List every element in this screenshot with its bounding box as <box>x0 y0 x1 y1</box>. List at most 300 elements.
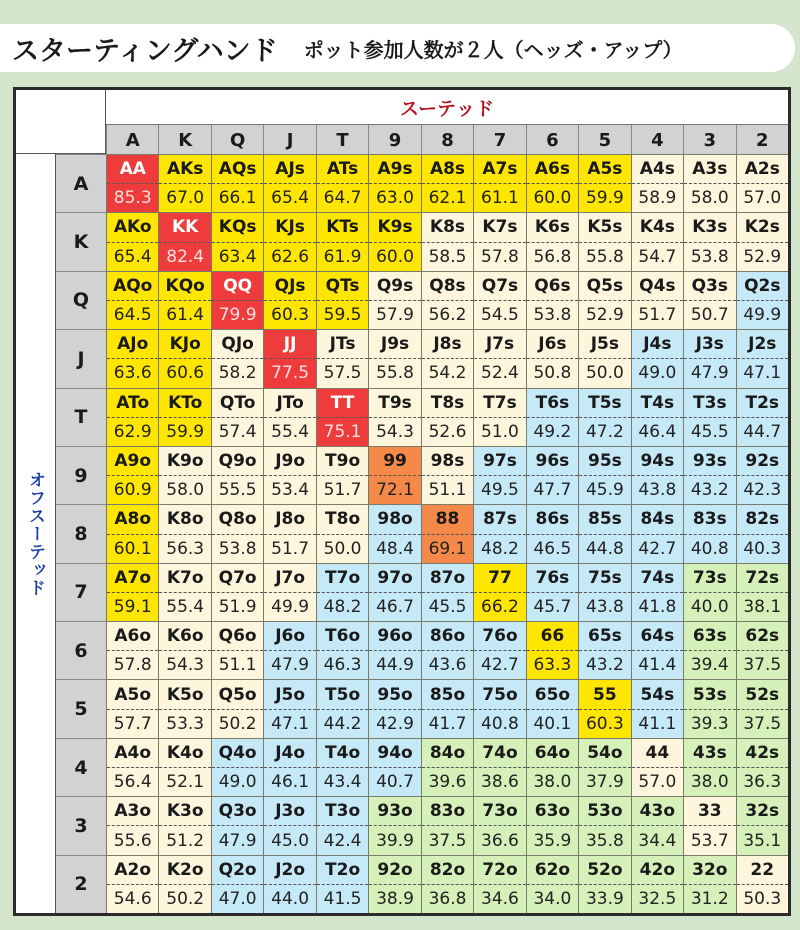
hand-cell <box>263 388 315 446</box>
equity-value: 39.6 <box>428 772 467 793</box>
hand-label: 73s <box>684 564 735 593</box>
row-header: 6 <box>56 621 106 679</box>
equity-value: 51.1 <box>428 480 467 501</box>
hand-label: A3o <box>107 797 158 826</box>
hand-label: Q6o <box>212 622 263 651</box>
hand-label: 86o <box>422 622 473 651</box>
row-header: J <box>56 329 106 387</box>
equity-value: 53.8 <box>218 538 257 559</box>
hand-cell <box>473 329 525 387</box>
equity-value: 63.4 <box>218 246 257 267</box>
hand-cell <box>578 679 630 737</box>
hand-cell <box>368 212 420 270</box>
hand-cell <box>158 388 210 446</box>
hand-cell <box>211 504 263 562</box>
equity-value: 36.6 <box>481 830 519 851</box>
equity-value: 40.0 <box>690 596 729 617</box>
hand-label: K6o <box>159 622 210 651</box>
hand-cell <box>368 796 420 854</box>
hand-cell <box>683 271 735 329</box>
hand-label: KTo <box>159 389 210 418</box>
equity-value: 65.4 <box>271 188 310 209</box>
hand-label: TT <box>317 389 368 418</box>
hand-cell <box>211 563 263 621</box>
hand-cell <box>263 679 315 737</box>
equity-value: 41.5 <box>323 888 362 909</box>
equity-value: 43.2 <box>690 480 729 501</box>
hand-label: K4o <box>159 739 210 768</box>
hand-label: A8o <box>107 505 158 534</box>
hand-cell <box>421 212 473 270</box>
equity-value: 41.4 <box>638 655 677 676</box>
equity-value: 49.2 <box>533 421 572 442</box>
row-header: 5 <box>56 679 106 737</box>
hand-cell <box>526 679 578 737</box>
hand-label: JJ <box>264 330 315 359</box>
row-header: 4 <box>56 738 106 796</box>
equity-value: 85.3 <box>113 188 152 209</box>
hand-cell <box>368 271 420 329</box>
equity-value: 38.9 <box>376 888 414 909</box>
hand-cell <box>736 504 788 562</box>
hand-cell <box>211 154 263 212</box>
hand-label: K3o <box>159 797 210 826</box>
hand-label: J4s <box>632 330 683 359</box>
equity-value: 40.8 <box>690 538 729 559</box>
equity-value: 31.2 <box>690 888 729 909</box>
hand-label: K8o <box>159 505 210 534</box>
equity-value: 57.8 <box>481 246 519 267</box>
hand-cell <box>683 388 735 446</box>
row-header: A <box>56 154 106 212</box>
equity-value: 79.9 <box>218 305 257 326</box>
equity-value: 47.9 <box>690 363 729 384</box>
hand-cell <box>106 504 158 562</box>
equity-value: 82.4 <box>166 246 205 267</box>
hand-label: ATo <box>107 389 158 418</box>
hand-label: A7s <box>474 155 525 184</box>
hand-cell <box>631 154 683 212</box>
equity-value: 35.1 <box>743 830 782 851</box>
column-header: J <box>263 125 315 155</box>
equity-value: 62.6 <box>271 246 310 267</box>
hand-label: 95s <box>579 447 630 476</box>
hand-label: T5o <box>317 680 368 709</box>
equity-value: 63.3 <box>533 655 572 676</box>
equity-value: 40.3 <box>743 538 782 559</box>
hand-cell <box>211 212 263 270</box>
hand-cell <box>421 154 473 212</box>
hand-label: 84o <box>422 739 473 768</box>
equity-value: 44.9 <box>376 655 414 676</box>
column-header: K <box>158 125 210 155</box>
hand-label: 54o <box>579 739 630 768</box>
equity-value: 54.7 <box>638 246 677 267</box>
hand-cell <box>368 563 420 621</box>
hand-label: A9s <box>369 155 420 184</box>
hand-cell <box>631 855 683 913</box>
equity-value: 61.9 <box>323 246 362 267</box>
equity-value: 45.5 <box>428 596 467 617</box>
equity-value: 66.1 <box>218 188 257 209</box>
hand-cell <box>263 796 315 854</box>
hand-label: 72s <box>737 564 788 593</box>
hand-label: J5o <box>264 680 315 709</box>
hand-label: 64s <box>632 622 683 651</box>
equity-value: 38.0 <box>690 772 729 793</box>
equity-value: 46.7 <box>376 596 414 617</box>
equity-value: 35.8 <box>585 830 624 851</box>
equity-value: 38.0 <box>533 772 572 793</box>
equity-value: 32.5 <box>638 888 677 909</box>
equity-value: 44.0 <box>271 888 310 909</box>
hand-label: Q6s <box>527 272 578 301</box>
hand-label: T2o <box>317 856 368 885</box>
equity-value: 36.3 <box>743 772 782 793</box>
hand-cell <box>526 563 578 621</box>
hand-cell <box>736 388 788 446</box>
hand-cell <box>316 271 368 329</box>
equity-value: 42.3 <box>743 480 782 501</box>
hand-cell <box>631 329 683 387</box>
hand-cell <box>158 504 210 562</box>
equity-value: 69.1 <box>428 538 467 559</box>
equity-value: 46.1 <box>271 772 310 793</box>
equity-value: 42.7 <box>638 538 677 559</box>
hand-cell <box>631 796 683 854</box>
hand-grid <box>106 154 788 913</box>
equity-value: 53.8 <box>690 246 729 267</box>
hand-cell <box>368 855 420 913</box>
hand-cell <box>211 679 263 737</box>
hand-label: A4o <box>107 739 158 768</box>
corner-blank <box>16 90 106 154</box>
equity-value: 50.2 <box>218 713 257 734</box>
hand-label: 76s <box>527 564 578 593</box>
equity-value: 35.9 <box>533 830 572 851</box>
equity-value: 42.9 <box>376 713 414 734</box>
hand-label: KJs <box>264 213 315 242</box>
equity-value: 51.9 <box>218 596 257 617</box>
hand-cell <box>106 271 158 329</box>
hand-cell <box>736 563 788 621</box>
hand-cell <box>526 329 578 387</box>
hand-cell <box>578 388 630 446</box>
hand-label: T4o <box>317 739 368 768</box>
hand-label: 54s <box>632 680 683 709</box>
equity-value: 44.7 <box>743 421 782 442</box>
hand-label: K4s <box>632 213 683 242</box>
hand-label: 53o <box>579 797 630 826</box>
equity-value: 50.2 <box>166 888 205 909</box>
hand-cell <box>683 212 735 270</box>
hand-label: J2o <box>264 856 315 885</box>
hand-cell <box>316 679 368 737</box>
hand-label: ATs <box>317 155 368 184</box>
hand-label: Q9s <box>369 272 420 301</box>
hand-cell <box>736 271 788 329</box>
hand-cell <box>263 563 315 621</box>
hand-cell <box>578 271 630 329</box>
hand-label: J8o <box>264 505 315 534</box>
hand-cell <box>316 738 368 796</box>
hand-cell <box>526 446 578 504</box>
equity-value: 42.4 <box>323 830 362 851</box>
hand-cell <box>683 738 735 796</box>
hand-label: 43o <box>632 797 683 826</box>
column-header: 6 <box>526 125 578 155</box>
hand-cell <box>211 329 263 387</box>
hand-label: T9o <box>317 447 368 476</box>
column-header: 3 <box>683 125 735 155</box>
row-header: K <box>56 212 106 270</box>
equity-value: 44.8 <box>585 538 624 559</box>
equity-value: 34.0 <box>533 888 572 909</box>
hand-cell <box>316 154 368 212</box>
hand-cell <box>736 154 788 212</box>
hand-label: J3o <box>264 797 315 826</box>
hand-cell <box>158 738 210 796</box>
hand-label: K9o <box>159 447 210 476</box>
equity-value: 38.1 <box>743 596 782 617</box>
equity-value: 60.3 <box>585 713 624 734</box>
hand-cell <box>316 446 368 504</box>
hand-label: 74o <box>474 739 525 768</box>
hand-cell <box>158 621 210 679</box>
hand-cell <box>106 855 158 913</box>
hand-cell <box>316 329 368 387</box>
equity-value: 43.6 <box>428 655 467 676</box>
equity-value: 50.7 <box>690 305 729 326</box>
hand-label: A5s <box>579 155 630 184</box>
row-header: Q <box>56 271 106 329</box>
hand-label: 73o <box>474 797 525 826</box>
equity-value: 49.9 <box>743 305 782 326</box>
hand-cell <box>578 446 630 504</box>
column-header: 9 <box>368 125 420 155</box>
hand-label: Q7o <box>212 564 263 593</box>
equity-value: 40.1 <box>533 713 572 734</box>
hand-cell <box>211 621 263 679</box>
hand-label: 53s <box>684 680 735 709</box>
equity-value: 51.7 <box>323 480 362 501</box>
hand-cell <box>316 504 368 562</box>
hand-cell <box>211 855 263 913</box>
hand-label: K5s <box>579 213 630 242</box>
equity-value: 60.3 <box>271 305 310 326</box>
hand-cell <box>421 446 473 504</box>
hand-cell <box>526 271 578 329</box>
equity-value: 57.9 <box>376 305 414 326</box>
equity-value: 51.0 <box>481 421 519 442</box>
hand-label: 83s <box>684 505 735 534</box>
equity-value: 64.7 <box>323 188 362 209</box>
hand-label: 32o <box>684 856 735 885</box>
column-header: 4 <box>631 125 683 155</box>
column-header: 8 <box>421 125 473 155</box>
equity-value: 47.2 <box>585 421 624 442</box>
hand-label: 42s <box>737 739 788 768</box>
hand-label: Q3s <box>684 272 735 301</box>
hand-label: 64o <box>527 739 578 768</box>
equity-value: 54.5 <box>481 305 519 326</box>
hand-label: Q2o <box>212 856 263 885</box>
hand-cell <box>473 388 525 446</box>
hand-cell <box>211 738 263 796</box>
equity-value: 63.0 <box>376 188 414 209</box>
hand-cell <box>106 738 158 796</box>
hand-cell <box>106 563 158 621</box>
column-header: Q <box>211 125 263 155</box>
hand-cell <box>631 563 683 621</box>
hand-cell <box>368 504 420 562</box>
hand-cell <box>158 154 210 212</box>
hand-cell <box>473 154 525 212</box>
equity-value: 57.4 <box>218 421 257 442</box>
equity-value: 58.0 <box>166 480 205 501</box>
hand-cell <box>316 796 368 854</box>
equity-value: 55.6 <box>113 830 152 851</box>
hand-cell <box>211 446 263 504</box>
hand-label: K7s <box>474 213 525 242</box>
hand-label: 86s <box>527 505 578 534</box>
hand-label: 88 <box>422 505 473 534</box>
equity-value: 37.5 <box>428 830 467 851</box>
offsuit-axis-text: オフスーテッド <box>25 470 45 597</box>
hand-cell <box>683 504 735 562</box>
equity-value: 55.4 <box>271 421 310 442</box>
hand-label: KK <box>159 213 210 242</box>
hand-cell <box>578 563 630 621</box>
equity-value: 75.1 <box>323 421 362 442</box>
equity-value: 58.9 <box>638 188 677 209</box>
hand-label: 94o <box>369 739 420 768</box>
hand-label: KJo <box>159 330 210 359</box>
hand-cell <box>421 504 473 562</box>
equity-value: 50.8 <box>533 363 572 384</box>
hand-label: 33 <box>684 797 735 826</box>
equity-value: 39.4 <box>690 655 729 676</box>
hand-label: JTo <box>264 389 315 418</box>
hand-label: K5o <box>159 680 210 709</box>
equity-value: 47.9 <box>271 655 310 676</box>
hand-label: 63o <box>527 797 578 826</box>
equity-value: 44.2 <box>323 713 362 734</box>
hand-label: 93o <box>369 797 420 826</box>
hand-label: Q5s <box>579 272 630 301</box>
row-header: 2 <box>56 855 106 913</box>
equity-value: 41.7 <box>428 713 467 734</box>
hand-cell <box>526 388 578 446</box>
hand-cell <box>158 329 210 387</box>
hand-cell <box>526 621 578 679</box>
hand-label: T8s <box>422 389 473 418</box>
hand-label: Q3o <box>212 797 263 826</box>
equity-value: 37.5 <box>743 713 782 734</box>
hand-cell <box>211 271 263 329</box>
hand-label: 42o <box>632 856 683 885</box>
hand-label: K7o <box>159 564 210 593</box>
hand-cell <box>736 446 788 504</box>
hand-label: A5o <box>107 680 158 709</box>
hand-label: K8s <box>422 213 473 242</box>
equity-value: 36.8 <box>428 888 467 909</box>
hand-label: J9o <box>264 447 315 476</box>
equity-value: 63.6 <box>113 363 152 384</box>
hand-label: 32s <box>737 797 788 826</box>
equity-value: 77.5 <box>271 363 310 384</box>
equity-value: 60.9 <box>113 480 152 501</box>
hand-cell <box>421 621 473 679</box>
equity-value: 49.0 <box>218 772 257 793</box>
hand-label: T5s <box>579 389 630 418</box>
hand-cell <box>368 446 420 504</box>
equity-value: 59.1 <box>113 596 152 617</box>
hand-cell <box>683 796 735 854</box>
hand-cell <box>683 563 735 621</box>
hand-cell <box>263 621 315 679</box>
hand-cell <box>106 388 158 446</box>
offsuit-axis-label <box>16 154 56 913</box>
equity-value: 51.1 <box>218 655 257 676</box>
hand-cell <box>526 738 578 796</box>
hand-cell <box>368 738 420 796</box>
hand-label: A6s <box>527 155 578 184</box>
hand-label: 95o <box>369 680 420 709</box>
hand-cell <box>736 329 788 387</box>
hand-label: 63s <box>684 622 735 651</box>
hand-label: J4o <box>264 739 315 768</box>
hand-cell <box>631 504 683 562</box>
hand-label: AJs <box>264 155 315 184</box>
hand-label: 87o <box>422 564 473 593</box>
hand-label: 52s <box>737 680 788 709</box>
equity-value: 57.8 <box>113 655 152 676</box>
hand-label: QQ <box>212 272 263 301</box>
hand-cell <box>473 679 525 737</box>
hand-label: 66 <box>527 622 578 651</box>
equity-value: 61.4 <box>166 305 205 326</box>
hand-label: 82s <box>737 505 788 534</box>
hand-cell <box>106 796 158 854</box>
hand-label: 65s <box>579 622 630 651</box>
hand-label: KQs <box>212 213 263 242</box>
hand-label: AQo <box>107 272 158 301</box>
equity-value: 56.2 <box>428 305 467 326</box>
hand-label: 97s <box>474 447 525 476</box>
hand-label: 22 <box>737 856 788 885</box>
hand-label: T9s <box>369 389 420 418</box>
hand-cell <box>473 212 525 270</box>
hand-cell <box>263 212 315 270</box>
hand-label: T6o <box>317 622 368 651</box>
equity-value: 47.1 <box>743 363 782 384</box>
hand-cell <box>736 855 788 913</box>
hand-cell <box>106 154 158 212</box>
hand-cell <box>473 855 525 913</box>
hand-label: 83o <box>422 797 473 826</box>
equity-value: 42.7 <box>481 655 519 676</box>
column-headers <box>106 124 788 155</box>
equity-value: 48.4 <box>376 538 414 559</box>
equity-value: 37.5 <box>743 655 782 676</box>
equity-value: 58.0 <box>690 188 729 209</box>
equity-value: 46.4 <box>638 421 677 442</box>
hand-cell <box>263 738 315 796</box>
equity-value: 57.7 <box>113 713 152 734</box>
hand-cell <box>578 329 630 387</box>
equity-value: 49.9 <box>271 596 310 617</box>
